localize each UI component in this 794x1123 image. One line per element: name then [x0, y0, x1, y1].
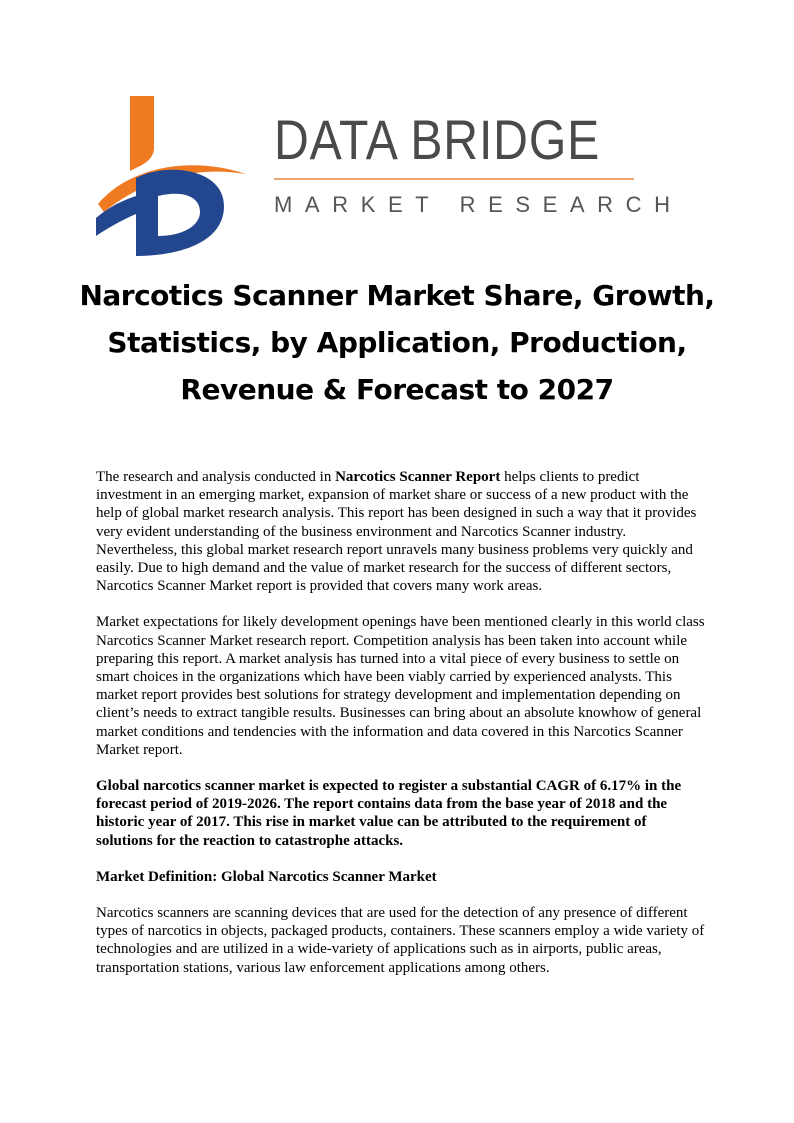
- logo-divider: [274, 178, 634, 180]
- intro-text-end: helps clients to predict investment in an emerging market, expansion of market share or success of a new product with the help of global market research analysis. This report has been designed in such a way that it provides very evident understanding of the business environment and Narcotics Scanner industry. Nevertheless, this global market research report unravels many business problems very quickly and easily. Due to high demand and the value of market research for the success of different sectors, Narcotics Scanner Market report is provided that covers many work areas.: [96, 469, 697, 595]
- paragraph-expectations: Market expectations for likely development openings have been mentioned clearly in this world class Narcotics Scanner Market research report. Competition analysis has been taken into account while preparing this report. A market analysis has turned into a vital piece of every business to settle on smart choices in the organizations which have been viably carried by experienced analysts. This market report provides best solutions for strategy development and implementation depending on client’s needs to extract tangible results. Businesses can bring about an absolute knowhow of general market conditions and tendencies with the information and data covered in this Narcotics Scanner Market report.: [96, 614, 705, 758]
- data-bridge-logo: [96, 96, 683, 256]
- document-body: [96, 468, 706, 995]
- paragraph-definition: Narcotics scanners are scanning devices that are used for the detection of any presence of different types of narcotics in objects, packaged products, containers. These scanners employ a wide variety of technologies and are utilized in a wide-variety of applications such as in airports, public areas, transportation stations, various law enforcement applications among others.: [96, 905, 705, 976]
- logo-subtitle: MARKET RESEARCH: [274, 192, 683, 217]
- report-name: Narcotics Scanner Report: [335, 469, 501, 485]
- logo-mark-icon: [96, 96, 246, 256]
- section-heading: Market Definition: Global Narcotics Scanner Market: [96, 868, 437, 885]
- document-title: Narcotics Scanner Market Share, Growth, Statistics, by Application, Production, Revenue & Forecast to 2027: [79, 279, 715, 406]
- logo-title: DATA BRIDGE: [274, 108, 601, 171]
- paragraph-intro: [96, 468, 706, 595]
- intro-text-start: The research and analysis conducted in: [96, 469, 336, 485]
- paragraph-cagr: Global narcotics scanner market is expected to register a substantial CAGR of 6.17% in the forecast period of 2019-2026. The report contains data from the base year of 2018 and the historic year of 2017. This rise in market value can be attributed to the requirement of solutions for the reaction to catastrophe attacks.: [96, 778, 682, 849]
